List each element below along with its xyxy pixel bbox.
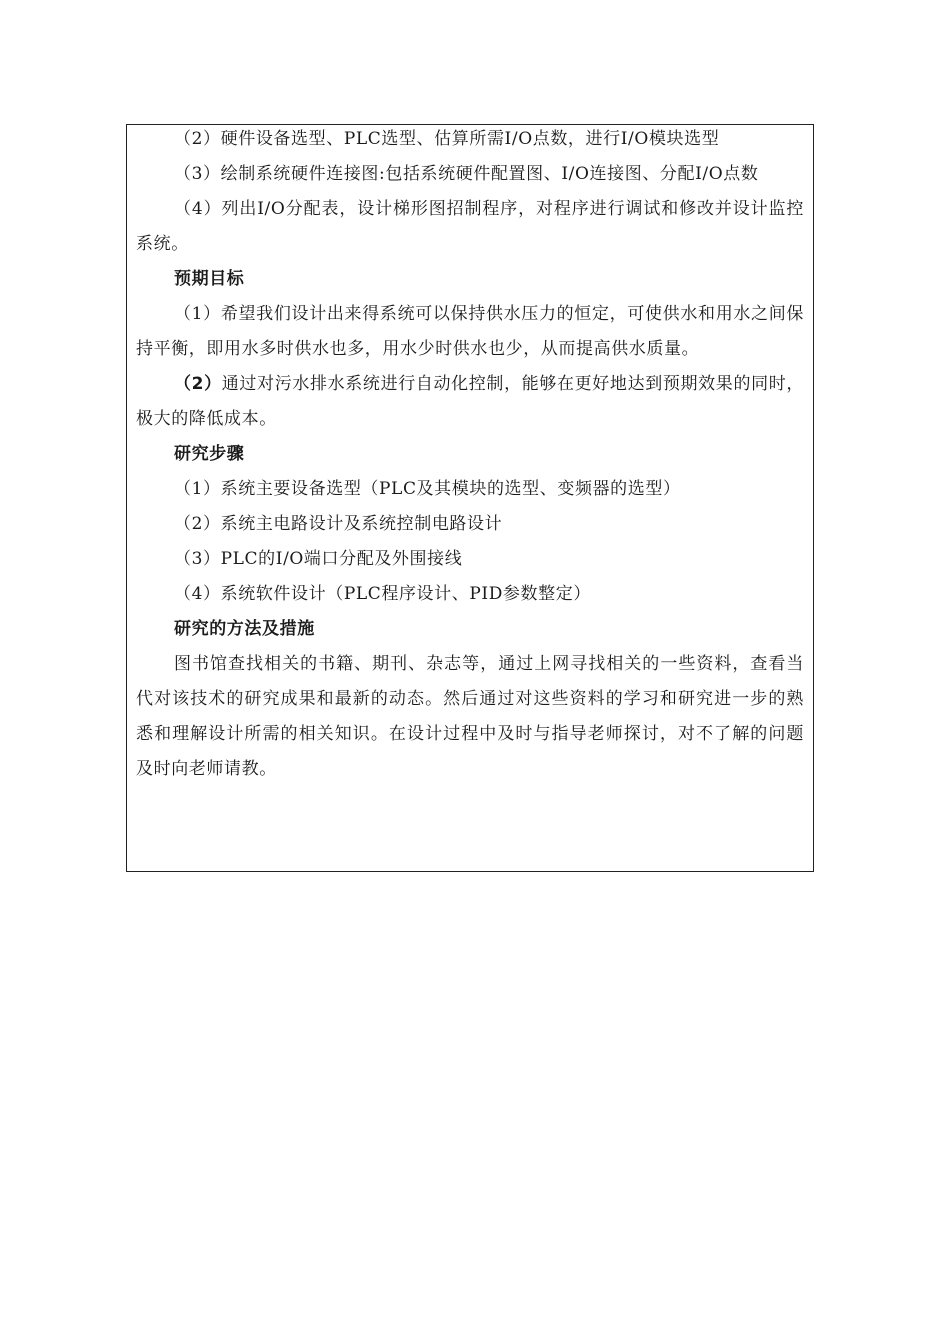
heading-methods: 研究的方法及措施 bbox=[174, 619, 315, 639]
content-table-cell bbox=[126, 124, 814, 872]
paragraph-step-1: （1）系统主要设备选型（PLC及其模块的选型、变频器的选型） bbox=[174, 479, 681, 499]
paragraph-goal-1: （1）希望我们设计出来得系统可以保持供水压力的恒定，可使供水和用水之间保持平衡，即用水多时供水也多，用水少时供水也少，从而提高供水质量。 bbox=[136, 304, 804, 359]
paragraph-methods: 图书馆查找相关的书籍、期刊、杂志等，通过上网寻找相关的一些资料，查看当代对该技术的研究成果和最新的动态。然后通过对这些资料的学习和研究进一步的熟悉和理解设计所需的相关知识。在设计过程中及时与指导老师探讨，对不了解的问题及时向老师请教。 bbox=[136, 654, 804, 779]
paragraph-goal-2 bbox=[136, 367, 804, 437]
goal-2-text: 通过对污水排水系统进行自动化控制，能够在更好地达到预期效果的同时，极大的降低成本。 bbox=[136, 374, 804, 429]
heading-research-steps: 研究步骤 bbox=[174, 444, 245, 464]
paragraph-step-3: （3）PLC的I/O端口分配及外围接线 bbox=[174, 549, 463, 569]
goal-2-number: （2） bbox=[174, 374, 222, 394]
paragraph-step-4: （4）系统软件设计（PLC程序设计、PID参数整定） bbox=[174, 584, 591, 604]
paragraph-hardware-selection: （2）硬件设备选型、PLC选型、估算所需I/O点数，进行I/O模块选型 bbox=[174, 129, 720, 149]
paragraph-hardware-diagram: （3）绘制系统硬件连接图:包括系统硬件配置图、I/O连接图、分配I/O点数 bbox=[174, 164, 759, 184]
paragraph-io-table: （4）列出I/O分配表，设计梯形图招制程序，对程序进行调试和修改并设计监控系统。 bbox=[136, 199, 804, 254]
paragraph-step-2: （2）系统主电路设计及系统控制电路设计 bbox=[174, 514, 503, 534]
heading-expected-goals: 预期目标 bbox=[174, 269, 245, 289]
